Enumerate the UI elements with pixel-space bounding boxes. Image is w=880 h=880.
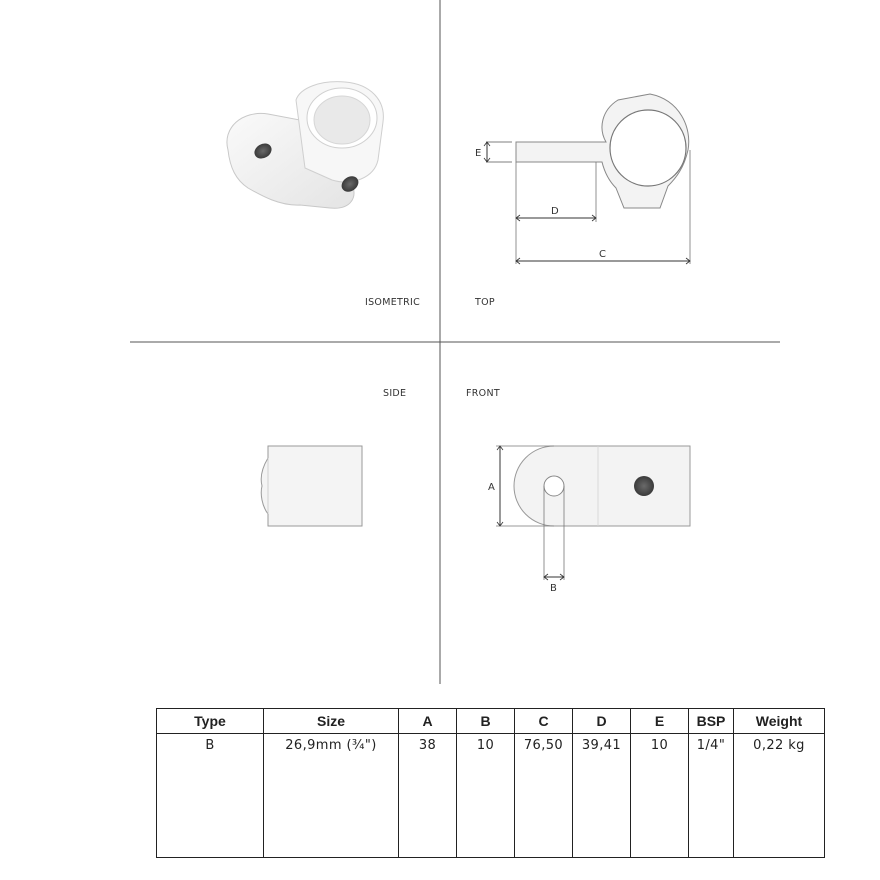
- cell-d: 39,41: [573, 734, 631, 858]
- cell-weight: 0,22 kg: [734, 734, 825, 858]
- header-weight: Weight: [734, 709, 825, 734]
- side-view: [261, 446, 362, 526]
- front-view: [488, 446, 690, 594]
- header-type: Type: [157, 709, 264, 734]
- cell-a: 38: [399, 734, 457, 858]
- dim-d-label: D: [551, 206, 559, 217]
- header-b: B: [457, 709, 515, 734]
- table-row: [157, 734, 825, 858]
- header-bsp: BSP: [689, 709, 734, 734]
- cell-size: 26,9mm (¾"): [264, 734, 399, 858]
- dim-c-label: C: [599, 249, 606, 260]
- header-c: C: [515, 709, 573, 734]
- label-front: FRONT: [466, 388, 500, 399]
- front-hole-dark: [634, 476, 654, 496]
- dim-b-label: B: [550, 583, 557, 594]
- header-size: Size: [264, 709, 399, 734]
- cell-c: 76,50: [515, 734, 573, 858]
- header-e: E: [631, 709, 689, 734]
- cell-e: 10: [631, 734, 689, 858]
- cell-type: B: [157, 734, 264, 858]
- cell-bsp: 1/4": [689, 734, 734, 858]
- table-header-row: [157, 709, 825, 734]
- label-top: TOP: [475, 297, 495, 308]
- label-side: SIDE: [383, 388, 407, 399]
- isometric-view: [227, 82, 383, 209]
- top-view: [475, 94, 690, 264]
- spec-table: [156, 708, 825, 858]
- label-isometric: ISOMETRIC: [365, 297, 421, 308]
- dim-a-label: A: [488, 482, 495, 493]
- header-d: D: [573, 709, 631, 734]
- dim-e-label: E: [475, 148, 482, 159]
- header-a: A: [399, 709, 457, 734]
- cell-b: 10: [457, 734, 515, 858]
